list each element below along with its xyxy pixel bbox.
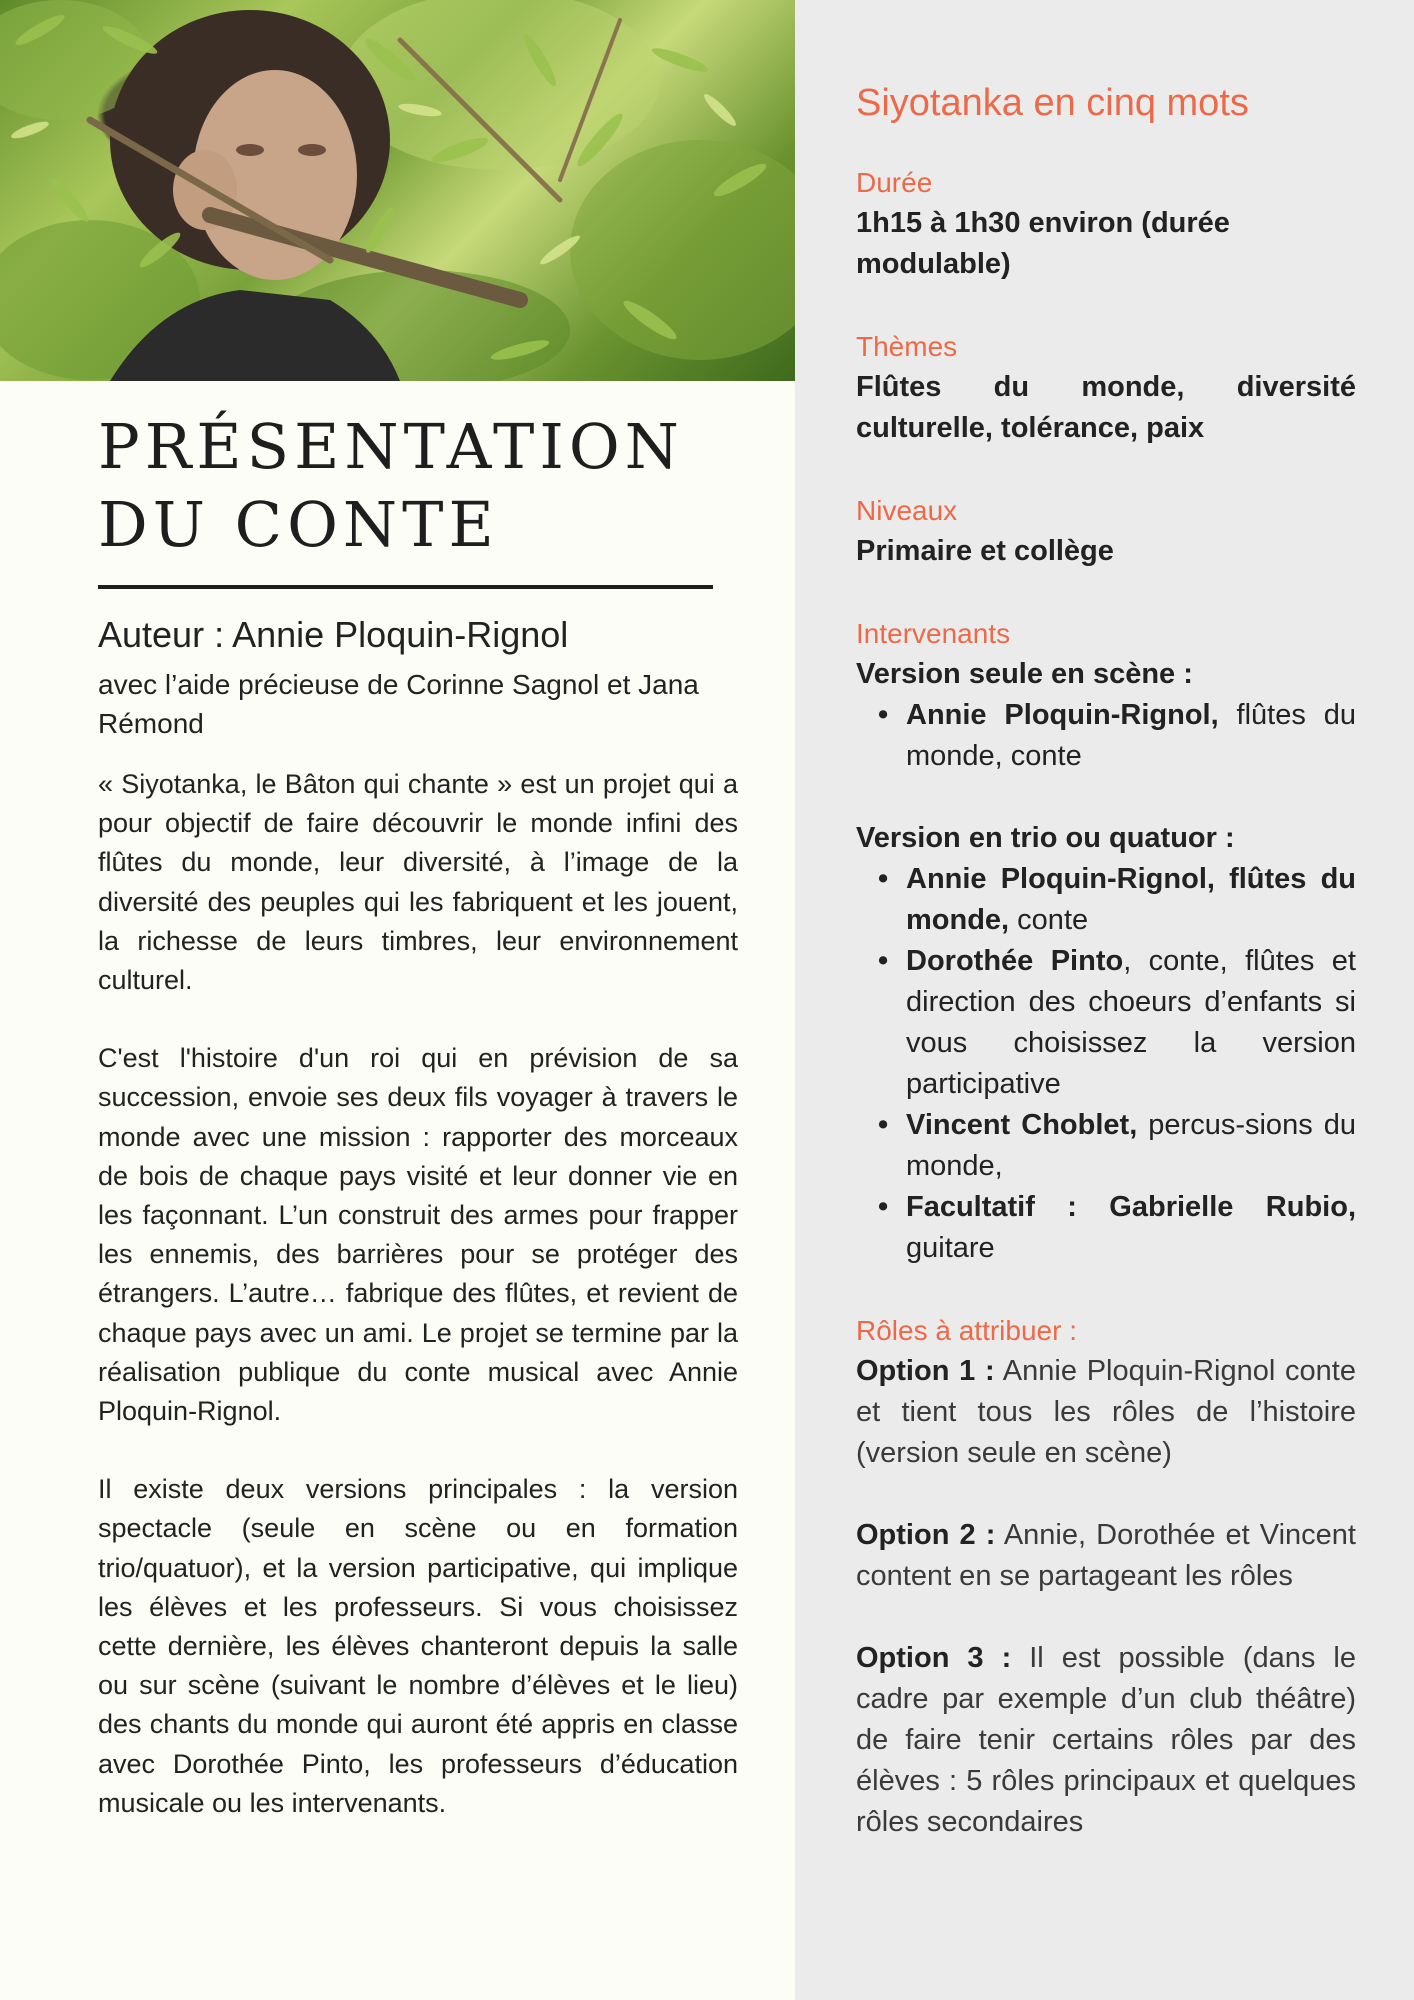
option-1 [856,1351,1356,1474]
title-divider [98,585,713,589]
paragraph-2: C'est l'histoire d'un roi qui en prévision de sa succession, envoie ses deux fils voyager à travers le monde avec une mission : rapporter des morceaux de bois de chaque pays visité et leur donner vie en les façonnant. L’un construit des armes pour frapper les ennemis, des barrières pour se protéger des étrangers. L’autre… fabrique des flûtes, et revient de chaque pays avec un ami. Le projet se termine par la réalisation publique du conte musical avec Annie Ploquin-Rignol. [98,1043,738,1427]
themes-value: Flûtes du monde, diversité culturelle, tolérance, paix [856,371,1356,444]
trio-performers-list [856,859,1356,1269]
themes-label: Thèmes [856,331,958,362]
performer-name: Vincent Choblet, [906,1109,1138,1141]
option-3-text: Il est possible (dans le cadre par exemple d’un club théâtre) de faire tenir certains rôles par des élèves : 5 rôles principaux et quelques rôles secondaires [856,1642,1356,1838]
option-2 [856,1515,1356,1597]
author-acknowledgment: avec l’aide précieuse de Corinne Sagnol et Jana Rémond [98,669,699,739]
option-1-label: Option 1 : [856,1355,995,1387]
list-item [906,1187,1356,1269]
option-3 [856,1638,1356,1843]
duration-label: Durée [856,167,933,198]
performer-name: Dorothée Pinto [906,945,1124,977]
performer-role: guitare [906,1232,995,1264]
performer-role: conte [1009,904,1089,936]
list-item [906,1105,1356,1187]
option-2-block [856,1515,1356,1597]
themes-section [856,326,1356,449]
sidebar-title: Siyotanka en cinq mots [856,82,1249,124]
levels-section [856,490,1356,572]
performer-role: percus-sions du monde, [906,1109,1356,1182]
header-photo [0,0,795,381]
performers-section [856,613,1356,777]
list-item [906,941,1356,1105]
right-column [795,0,1414,2000]
performers-label: Intervenants [856,618,1011,649]
duration-value: 1h15 à 1h30 environ (durée modulable) [856,207,1230,280]
page-title [98,408,718,564]
option-2-label: Option 2 : [856,1519,996,1551]
presentation-body [98,765,738,1862]
paragraph-3: Il existe deux versions principales : la version spectacle (seule en scène ou en formation trio/quatuor), et la version participative, qui implique les élèves et les professeurs. Si vous choisissez cette dernière, les élèves chanteront depuis la salle ou sur scène (suivant le nombre d’élèves et le lieu) des chants du monde qui auront été appris en classe avec Dorothée Pinto, les professeurs d’éducation musicale ou les intervenants. [98,1474,738,1818]
levels-value: Primaire et collège [856,535,1114,567]
trio-section [856,818,1356,1269]
option-3-block [856,1638,1356,1843]
performer-role: flûtes du monde, conte [906,699,1357,772]
author: Auteur : Annie Ploquin-Rignol [98,614,569,655]
performer-role: , conte, flûtes et direction des choeurs d’enfants si vous choisissez la version participative [906,945,1356,1100]
solo-version-heading: Version seule en scène : [856,658,1193,690]
option-1-text: Annie Ploquin-Rignol conte et tient tous les rôles de l’histoire (version seule en scène) [856,1355,1356,1469]
performer-name: Annie Ploquin-Rignol, [906,699,1219,731]
performer-name: Annie Ploquin-Rignol, flûtes du monde, [906,863,1356,936]
list-item [906,859,1356,941]
title-line-1: PRÉSENTATION [98,410,684,483]
levels-label: Niveaux [856,495,958,526]
roles-label: Rôles à attribuer : [856,1315,1077,1346]
solo-performers-list [856,695,1356,777]
list-item [906,695,1356,777]
photo-illustration [0,0,795,381]
title-line-2: DU CONTE [98,488,499,561]
sidebar-content [856,162,1356,1884]
duration-section [856,162,1356,285]
option-2-text: Annie, Dorothée et Vincent content en se partageant les rôles [856,1519,1356,1592]
roles-section [856,1310,1356,1474]
option-3-label: Option 3 : [856,1642,1012,1674]
trio-version-heading: Version en trio ou quatuor : [856,822,1235,854]
paragraph-1: « Siyotanka, le Bâton qui chante » est un projet qui a pour objectif de faire découvrir le monde infini des flûtes du monde, leur diversité, à l’image de la diversité des peuples qui les fabriquent et les jouent, la richesse de leurs timbres, leur environnement culturel. [98,769,738,996]
performer-name: Facultatif : Gabrielle Rubio, [906,1191,1356,1223]
